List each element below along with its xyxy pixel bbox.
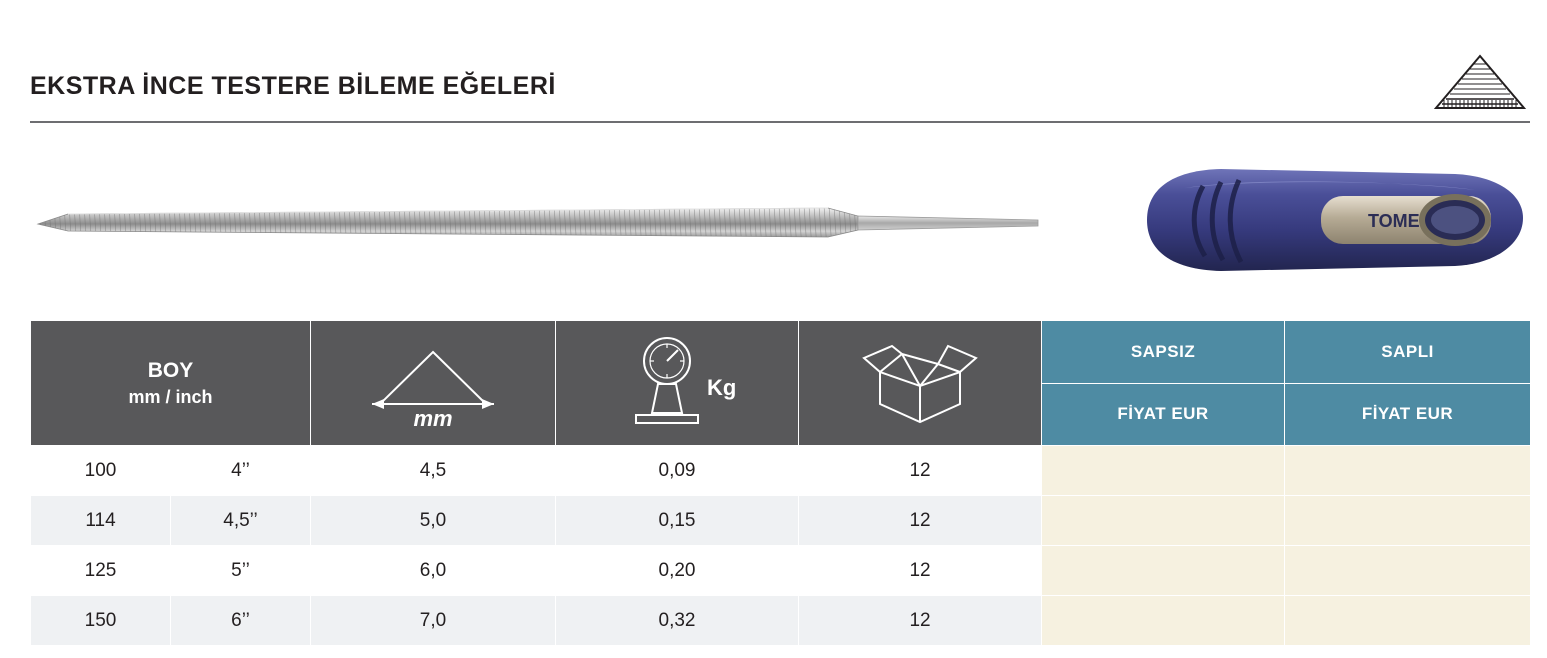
cell-size: 7,0 xyxy=(311,596,556,646)
cell-price-with-handle xyxy=(1285,596,1531,646)
header-length xyxy=(31,321,311,446)
cell-weight: 0,20 xyxy=(556,546,799,596)
header-box-quantity xyxy=(799,321,1042,446)
cell-price-without-handle xyxy=(1042,546,1285,596)
header-without-handle: SAPSIZ xyxy=(1042,321,1285,384)
cell-price-without-handle xyxy=(1042,446,1285,496)
cell-length-mm: 114 xyxy=(31,496,171,546)
carton-box-icon xyxy=(799,321,1041,445)
cell-weight: 0,15 xyxy=(556,496,799,546)
svg-text:Kg: Kg xyxy=(707,375,737,400)
table-row xyxy=(31,496,1531,546)
cell-length-mm: 125 xyxy=(31,546,171,596)
cell-box-quantity: 12 xyxy=(799,496,1042,546)
triangular-file-product-image xyxy=(28,190,1048,250)
table-row xyxy=(31,596,1531,646)
cell-weight: 0,09 xyxy=(556,446,799,496)
header-size xyxy=(311,321,556,446)
header-weight xyxy=(556,321,799,446)
cell-price-without-handle xyxy=(1042,596,1285,646)
cell-length-inch: 6’’ xyxy=(171,596,311,646)
cell-weight: 0,32 xyxy=(556,596,799,646)
cell-price-without-handle xyxy=(1042,496,1285,546)
scale-icon xyxy=(556,321,798,445)
svg-text:mm: mm xyxy=(413,406,453,428)
page-header xyxy=(30,60,1530,130)
table-header-row-1 xyxy=(31,321,1531,384)
handle-brand-text: TOME xyxy=(1368,211,1420,231)
triangular-file-icon xyxy=(1430,52,1530,114)
table-row xyxy=(31,446,1531,496)
cell-length-inch: 5’’ xyxy=(171,546,311,596)
header-price-without-handle: FİYAT EUR xyxy=(1042,383,1285,446)
table-row xyxy=(31,546,1531,596)
cell-size: 4,5 xyxy=(311,446,556,496)
spec-table xyxy=(30,320,1531,646)
cell-size: 5,0 xyxy=(311,496,556,546)
cell-length-mm: 150 xyxy=(31,596,171,646)
cell-box-quantity: 12 xyxy=(799,446,1042,496)
cell-box-quantity: 12 xyxy=(799,546,1042,596)
header-length-title: BOY xyxy=(147,358,194,382)
page-title: EKSTRA İNCE TESTERE BİLEME EĞELERİ xyxy=(30,72,556,100)
cell-price-with-handle xyxy=(1285,446,1531,496)
product-images xyxy=(0,135,1547,320)
cell-length-mm: 100 xyxy=(31,446,171,496)
spec-table-body xyxy=(31,446,1531,646)
spec-table-wrapper xyxy=(30,320,1530,646)
header-price-with-handle: FİYAT EUR xyxy=(1285,383,1531,446)
header-length-sub: mm / inch xyxy=(128,387,213,408)
header-with-handle: SAPLI xyxy=(1285,321,1531,384)
cell-length-inch: 4’’ xyxy=(171,446,311,496)
file-handle-product-image xyxy=(1125,160,1535,280)
header-divider xyxy=(30,121,1530,123)
cell-price-with-handle xyxy=(1285,496,1531,546)
cell-price-with-handle xyxy=(1285,546,1531,596)
cell-size: 6,0 xyxy=(311,546,556,596)
cell-length-inch: 4,5’’ xyxy=(171,496,311,546)
triangle-dimension-icon xyxy=(311,321,555,445)
cell-box-quantity: 12 xyxy=(799,596,1042,646)
